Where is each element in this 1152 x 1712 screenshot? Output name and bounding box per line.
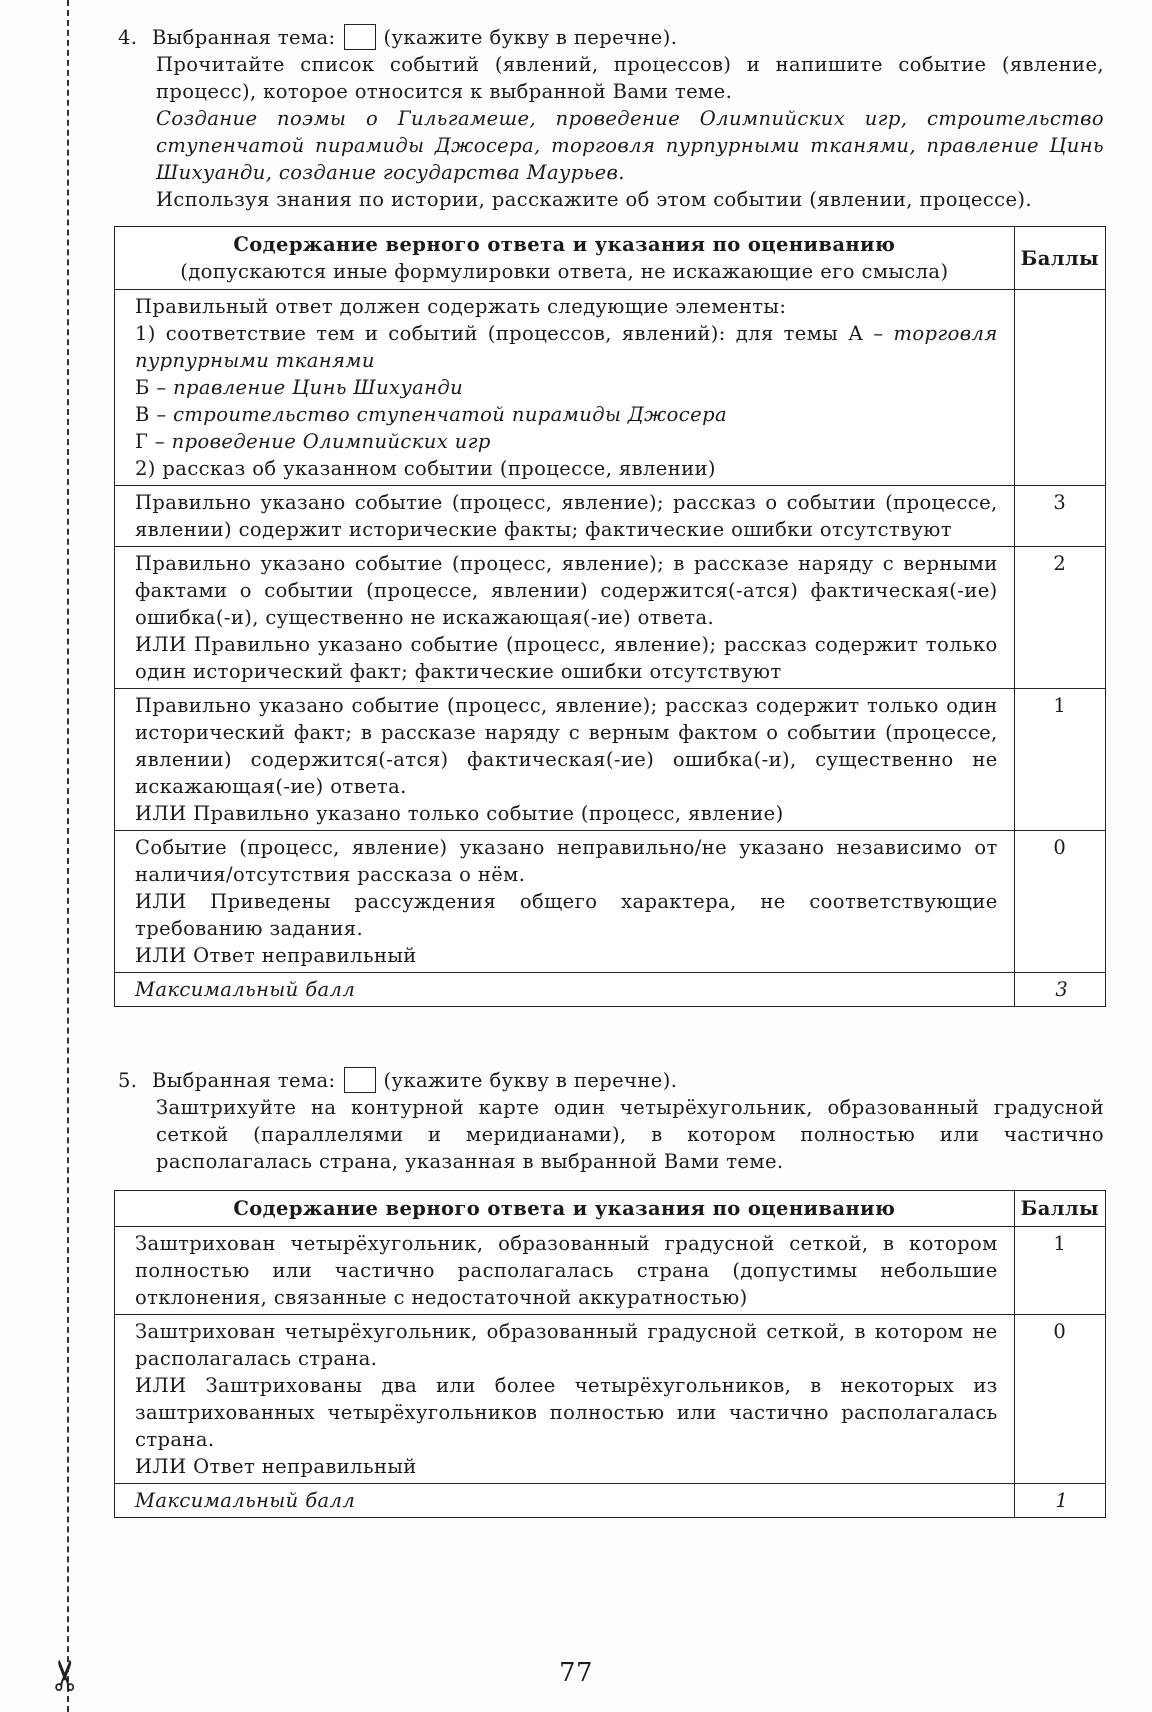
- task-5-heading: 5. Выбранная тема: (укажите букву в перечне).: [118, 1069, 678, 1092]
- criteria-table-4: [114, 226, 1106, 1007]
- task-instruction-2: Используя знания по истории, расскажите об этом событии (явлении, процессе).: [156, 188, 1032, 211]
- table-row: Заштрихован четырёхугольник, образованный градусной сеткой, в котором полностью или частично располагалась страна (допустимы небольшие отклонения, связанные с недостаточной аккуратностью) 1: [115, 1227, 1106, 1315]
- max-score-value: 1: [1014, 1484, 1105, 1518]
- header-score: Баллы: [1014, 1191, 1105, 1227]
- score-value: 0: [1014, 831, 1105, 973]
- max-score-label: Максимальный балл: [115, 1484, 1015, 1518]
- answer-c: строительство ступенчатой пирамиды Джосера: [173, 403, 727, 426]
- task-instruction: Прочитайте список событий (явлений, процессов) и напишите событие (явление, процесс), которое относится к выбранной Вами теме.: [156, 53, 1104, 103]
- max-score-value: 3: [1014, 973, 1105, 1007]
- score-value: 2: [1014, 547, 1105, 689]
- answer-d: проведение Олимпийских игр: [171, 430, 491, 453]
- answer-b: правление Цинь Шихуанди: [173, 376, 464, 399]
- score-value: 3: [1014, 486, 1105, 547]
- header-score: Баллы: [1014, 227, 1105, 290]
- table-row: Заштрихован четырёхугольник, образованный градусной сеткой, в котором не располагалась страна. ИЛИ Заштрихованы два или более четырёхугольников, в некоторых из заштрихованных четырёхугольников полностью или частично располагалась страна. ИЛИ Ответ неправильный 0: [115, 1315, 1106, 1484]
- answer-elements-row: Правильный ответ должен содержать следующие элементы: 1) соответствие тем и событий (процессов, явлений): для темы А – торговля пурпурными тканями Б – правление Цинь Шихуанди В – строительство ступенчатой пирамиды Джосера Г – проведение Олимпийских игр 2) рассказ об указанном событии (процессе, явлении): [115, 290, 1106, 486]
- task-number: 5.: [118, 1069, 138, 1092]
- scissors-icon: ✂: [40, 1657, 90, 1693]
- cut-line: [67, 0, 69, 1712]
- max-score-label: Максимальный балл: [115, 973, 1015, 1007]
- table-row: Событие (процесс, явление) указано неправильно/не указано независимо от наличия/отсутствия рассказа о нём. ИЛИ Приведены рассуждения общего характера, не соответствующие требованию задания. ИЛИ Ответ неправильный 0: [115, 831, 1106, 973]
- score-value: 0: [1014, 1315, 1105, 1484]
- table-row: Правильно указано событие (процесс, явление); в рассказе наряду с верными фактами о событии (процессе, явлении) содержится(-атся) фактическая(-ие) ошибка(-и), существенно не искажающая(-ие) ответа. ИЛИ Правильно указано событие (процесс, явление); рассказ содержит только один исторический факт; фактические ошибки отсутствуют 2: [115, 547, 1106, 689]
- task-number: 4.: [118, 26, 138, 49]
- task-4: [118, 24, 1104, 213]
- answer-box[interactable]: [344, 1067, 376, 1093]
- answer-a: торговля пурпурными тканями: [135, 322, 998, 372]
- table-header: [115, 227, 1106, 290]
- score-value: 1: [1014, 1227, 1105, 1315]
- task-5: [118, 1067, 1104, 1175]
- header-title: Содержание верного ответа и указания по оцениванию: [233, 233, 896, 256]
- task-4-heading: 4. Выбранная тема: (укажите букву в перечне).: [118, 26, 678, 49]
- table-row: Правильно указано событие (процесс, явление); рассказ содержит только один исторический факт; в рассказе наряду с верным фактом о событии (процессе, явлении) содержится(-атся) фактическая(-ие) ошибка(-и), существенно не искажающая(-ие) ответа. ИЛИ Правильно указано только событие (процесс, явление) 1: [115, 689, 1106, 831]
- table-row: Правильно указано событие (процесс, явление); рассказ о событии (процессе, явлении) содержит исторические факты; фактические ошибки отсутствуют 3: [115, 486, 1106, 547]
- table-header: [115, 1191, 1106, 1227]
- criteria-table-5: [114, 1190, 1106, 1518]
- max-score-row: [115, 1484, 1106, 1518]
- events-list: Создание поэмы о Гильгамеше, проведение Олимпийских игр, строительство ступенчатой пирамиды Джосера, торговля пурпурными тканями, правление Цинь Шихуанди, создание государства Маурьев.: [156, 107, 1104, 184]
- max-score-row: [115, 973, 1106, 1007]
- header-title: Содержание верного ответа и указания по оцениванию: [233, 1197, 896, 1220]
- header-note: (допускаются иные формулировки ответа, не искажающие его смысла): [180, 260, 949, 283]
- score-value: 1: [1014, 689, 1105, 831]
- page-number: 77: [559, 1658, 593, 1688]
- answer-box[interactable]: [344, 24, 376, 50]
- task-instruction: Заштрихуйте на контурной карте один четырёхугольник, образованный градусной сеткой (параллелями и меридианами), в котором полностью или частично располагалась страна, указанная в выбранной Вами теме.: [156, 1096, 1104, 1173]
